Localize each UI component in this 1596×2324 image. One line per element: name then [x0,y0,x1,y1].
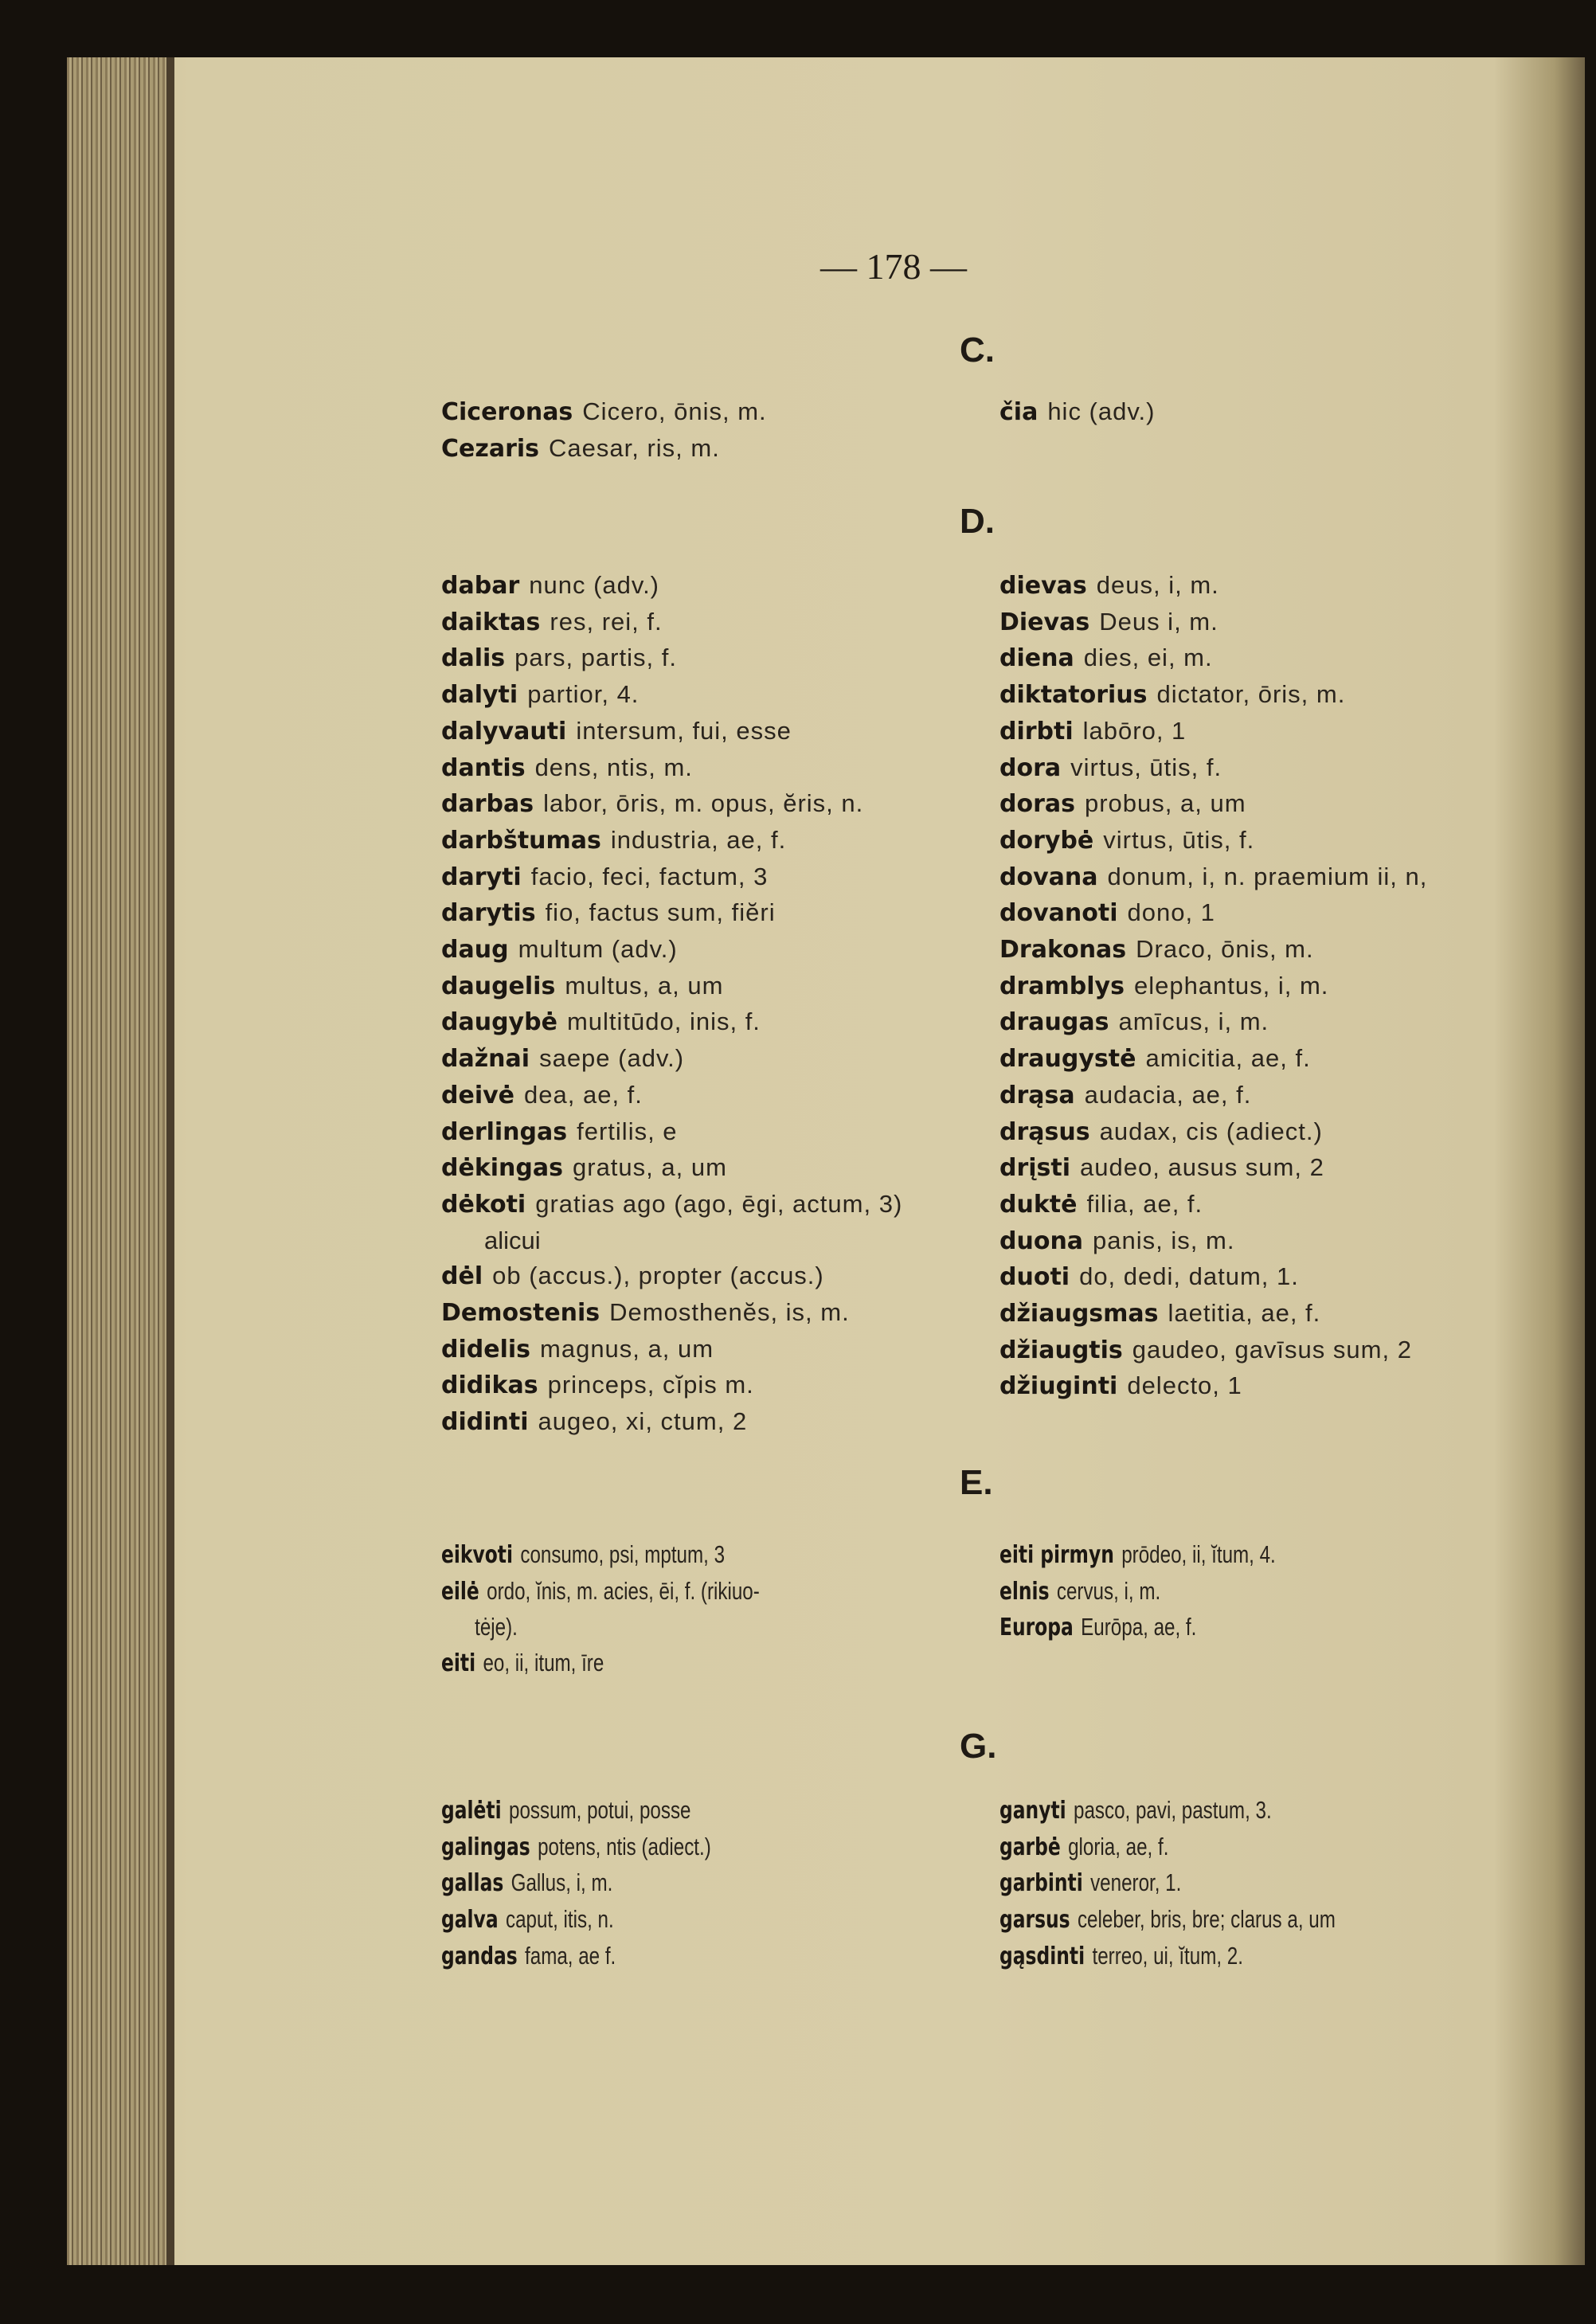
definition: fama, ae f. [525,1941,616,1970]
right-column [999,568,1427,1405]
definition: labōro, 1 [1082,716,1187,745]
definition: terreo, ui, ĭtum, 2. [1092,1941,1243,1970]
dictionary-entry [441,568,902,604]
definition: deus, i, m. [1096,571,1219,599]
dictionary-entry [441,786,902,823]
dictionary-entry [999,1368,1427,1405]
headword: Demostenis [441,1299,600,1328]
definition: audeo, ausus sum, 2 [1080,1153,1324,1182]
definition: gloria, ae, f. [1068,1832,1169,1860]
headword: džiaugtis [999,1336,1123,1364]
headword: garsus [999,1906,1070,1935]
headword: eiti [441,1649,476,1678]
dictionary-entry [999,1332,1427,1369]
definition: fertilis, e [577,1117,678,1145]
headword: dievas [999,572,1087,600]
definition: res, rei, f. [550,607,663,636]
definition: consumo, psi, mptum, 3 [520,1540,726,1568]
dictionary-entry [441,1150,902,1187]
headword: dalis [441,644,506,673]
dictionary-entry [999,1865,1336,1902]
definition: delecto, 1 [1127,1371,1242,1400]
definition: dens, ntis, m. [534,753,693,781]
dictionary-entry [441,1004,902,1041]
headword: daryti [441,863,522,891]
headword: džiaugsmas [999,1300,1159,1328]
dictionary-entry [999,968,1427,1005]
dictionary-entry [441,1404,902,1441]
definition: prōdeo, ii, ĭtum, 4. [1121,1540,1276,1568]
definition: facio, feci, factum, 3 [530,862,769,890]
definition: pasco, pavi, pastum, 3. [1074,1796,1272,1824]
definition: dono, 1 [1127,898,1215,927]
headword: draugas [999,1008,1109,1037]
dictionary-entry [441,1793,711,1829]
headword: doras [999,790,1075,819]
headword: drąsus [999,1117,1090,1146]
headword: dabar [441,572,520,600]
dictionary-entry [441,677,902,714]
definition: Eurōpa, ae, f. [1081,1613,1197,1641]
headword: dėkoti [441,1190,526,1219]
headword: deivė [441,1081,515,1109]
dictionary-entry [999,1041,1427,1078]
definition: ob (accus.), propter (accus.) [492,1262,824,1290]
headword: ganyti [999,1797,1066,1825]
dictionary-entry [441,604,902,641]
left-column [441,1537,760,1682]
dictionary-entry [999,1114,1427,1151]
definition: dea, ae, f. [524,1080,643,1109]
dictionary-entry [441,1258,902,1295]
definition: amīcus, i, m. [1118,1007,1269,1036]
headword: galva [441,1906,499,1935]
headword: Ciceronas [441,398,573,426]
headword: drąsa [999,1081,1075,1109]
definition: donum, i, n. praemium ii, n, [1107,862,1428,890]
definition: industria, ae, f. [610,825,787,854]
dictionary-entry [999,1004,1427,1041]
dictionary-entry [999,1902,1336,1939]
dictionary-entry [999,932,1427,968]
dictionary-entry [441,1078,902,1114]
definition: Gallus, i, m. [510,1868,613,1897]
definition: ordo, ĭnis, m. acies, ēi, f. (rikiuo- [487,1576,760,1605]
definition: dies, ei, m. [1083,644,1213,672]
dictionary-entry [441,1574,760,1610]
dictionary-entry [999,568,1427,604]
dictionary-entry [999,786,1427,823]
dictionary-entry [441,968,902,1005]
headword: duoti [999,1263,1070,1292]
definition: intersum, fui, esse [576,716,792,745]
definition: caput, itis, n. [505,1905,614,1934]
dictionary-entry [441,750,902,787]
dictionary-entry [999,895,1427,932]
dictionary-entry [441,932,902,968]
dictionary-entry [999,714,1427,750]
dictionary-entry [999,1223,1427,1260]
headword: darytis [441,899,536,928]
definition: virtus, ūtis, f. [1070,753,1222,781]
definition: princeps, cĭpis m. [547,1371,754,1399]
headword: dovana [999,863,1098,891]
headword: diena [999,644,1074,673]
dictionary-entry [441,1332,902,1368]
dictionary-entry [999,1187,1427,1223]
definition: gaudeo, gavīsus sum, 2 [1132,1335,1412,1363]
definition: saepe (adv.) [539,1044,685,1073]
headword: dėkingas [441,1154,563,1183]
dictionary-entry [999,1793,1336,1829]
headword: didinti [441,1408,529,1437]
headword: dramblys [999,972,1125,1000]
headword: dovanoti [999,899,1118,928]
headword: dalyti [441,681,518,710]
dictionary-entry [441,859,902,896]
definition: possum, potui, posse [509,1796,691,1824]
headword: eiti pirmyn [999,1541,1114,1569]
headword: drįsti [999,1154,1071,1183]
definition: magnus, a, um [540,1334,714,1363]
dictionary-entry [441,1367,902,1404]
dictionary-entry [441,1939,711,1975]
definition: nunc (adv.) [529,571,660,599]
dictionary-entry [441,1041,902,1078]
dictionary-entry [441,1902,711,1939]
definition: potens, ntis (adiect.) [538,1832,711,1860]
definition: veneror, 1. [1090,1868,1182,1897]
dictionary-entry [999,1939,1336,1975]
definition: gratus, a, um [573,1153,727,1182]
section-letter: C. [960,331,995,370]
headword: daugybė [441,1008,557,1037]
headword: garbinti [999,1869,1083,1898]
headword: gąsdinti [999,1942,1086,1970]
headword: derlingas [441,1117,568,1146]
definition: partior, 4. [527,680,640,709]
definition: hic (adv.) [1047,397,1156,425]
dictionary-entry [999,1296,1427,1332]
dictionary-entry [999,1259,1427,1296]
definition: eo, ii, itum, īre [483,1649,604,1677]
headword: Cezaris [441,434,540,463]
definition: multus, a, um [565,971,724,1000]
headword: eilė [441,1577,479,1606]
definition: celeber, bris, bre; clarus a, um [1077,1905,1336,1934]
headword: duona [999,1227,1084,1255]
dictionary-entry [441,823,902,859]
headword: dažnai [441,1045,530,1074]
section-letter: D. [960,502,995,541]
definition: Demosthenĕs, is, m. [609,1298,850,1327]
dictionary-entry [999,1610,1276,1646]
definition-continuation: alicui [484,1226,541,1254]
headword: galėti [441,1797,502,1825]
headword: čia [999,398,1039,426]
left-column [441,394,767,467]
headword: garbė [999,1833,1061,1861]
definition: do, dedi, datum, 1. [1079,1262,1299,1291]
headword: draugystė [999,1045,1136,1074]
headword: elnis [999,1577,1050,1606]
dictionary-entry [441,1295,902,1332]
headword: galingas [441,1833,530,1861]
right-column [999,1793,1336,1975]
definition: Cicero, ōnis, m. [582,397,767,425]
dictionary-entry [999,859,1427,896]
headword: Europa [999,1614,1074,1642]
dictionary-entry [441,1865,711,1902]
headword: dalyvauti [441,717,567,745]
dictionary-entry [999,750,1427,787]
dictionary-entry [441,714,902,750]
dictionary-entry [999,1537,1276,1574]
headword: gallas [441,1869,504,1898]
definition: dictator, ōris, m. [1156,680,1346,709]
dictionary-entry [999,1829,1336,1866]
headword: dorybė [999,826,1094,855]
dictionary-entry [999,394,1156,431]
headword: daug [441,936,509,964]
definition: labor, ōris, m. opus, ĕris, n. [543,789,864,818]
headword: Drakonas [999,936,1127,964]
definition: multitūdo, inis, f. [566,1007,761,1036]
definition: amicitia, ae, f. [1145,1044,1311,1073]
dictionary-entry [441,431,767,468]
definition: probus, a, um [1084,789,1246,818]
headword: dora [999,753,1062,782]
definition: Draco, ōnis, m. [1136,935,1314,964]
headword: didelis [441,1335,531,1363]
dictionary-entry [999,1574,1276,1610]
dictionary-entry [441,1829,711,1866]
definition: audacia, ae, f. [1084,1080,1252,1109]
dictionary-entry [441,1114,902,1151]
headword: džiuginti [999,1372,1118,1401]
right-column [999,394,1156,431]
definition: multum (adv.) [518,935,678,964]
dictionary-entry [999,677,1427,714]
dictionary-entry [999,604,1427,641]
definition: Caesar, ris, m. [549,433,720,462]
definition: filia, ae, f. [1086,1189,1203,1218]
definition: Deus i, m. [1099,607,1219,636]
left-column [441,568,902,1441]
dictionary-entry [441,394,767,431]
headword: diktatorius [999,681,1148,710]
page-edges [67,57,174,2265]
headword: dėl [441,1262,483,1291]
left-column [441,1793,711,1975]
definition: cervus, i, m. [1056,1576,1161,1605]
page-number-text: — 178 — [820,246,967,287]
headword: duktė [999,1190,1078,1219]
definition: pars, partis, f. [514,644,677,672]
headword: eikvoti [441,1541,513,1569]
headword: Dievas [999,608,1090,636]
dictionary-entry [999,1150,1427,1187]
dictionary-entry [999,640,1427,677]
definition: augeo, xi, ctum, 2 [538,1407,748,1436]
headword: dantis [441,753,526,782]
dictionary-entry [441,640,902,677]
section-letter: E. [960,1463,993,1502]
section-letter: G. [960,1727,997,1766]
headword: didikas [441,1371,538,1400]
dictionary-entry [441,895,902,932]
right-column [999,1537,1276,1646]
dictionary-entry [999,1078,1427,1114]
dictionary-entry [441,1645,760,1682]
page-number [0,245,1596,288]
dictionary-entry [441,1537,760,1574]
definition: elephantus, i, m. [1133,971,1329,1000]
headword: darbas [441,790,534,819]
dictionary-entry [999,823,1427,859]
definition: virtus, ūtis, f. [1103,825,1255,854]
headword: gandas [441,1942,518,1970]
headword: darbštumas [441,826,601,855]
definition: audax, cis (adiect.) [1099,1117,1323,1145]
headword: daugelis [441,972,556,1000]
headword: dirbti [999,717,1074,745]
definition: panis, is, m. [1093,1226,1235,1254]
dictionary-entry [441,1187,902,1223]
headword: daiktas [441,608,541,636]
definition: laetitia, ae, f. [1168,1299,1321,1328]
definition: gratias ago (ago, ēgi, actum, 3) [535,1189,903,1218]
definition-continuation: tėje). [475,1613,518,1641]
definition: fio, factus sum, fiĕri [545,898,776,927]
